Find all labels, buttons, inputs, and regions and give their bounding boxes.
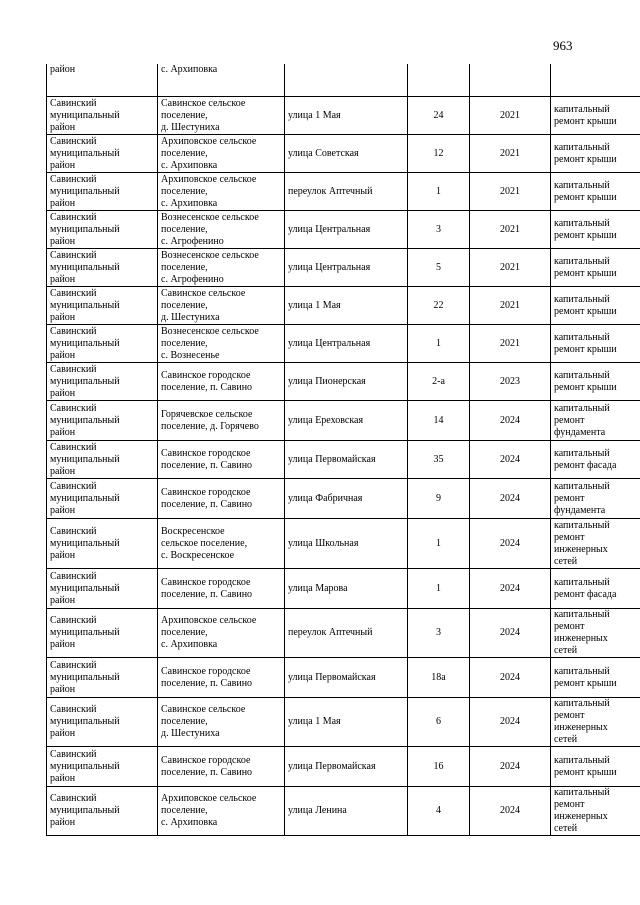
year-cell: 2021 [470,325,551,363]
work-type-cell [551,698,640,747]
work-type-cell-line: ремонт крыши [554,305,617,317]
work-type-cell-line: сетей [554,734,578,745]
settlement-cell [158,135,285,173]
work-type-cell-line: инженерных [554,633,608,644]
district-cell [47,569,158,609]
table-row [47,401,640,441]
district-cell [47,609,158,658]
year-cell: 2024 [470,569,551,609]
table-row [47,569,640,609]
settlement-cell-line: поселение, [161,147,208,159]
settlement-cell-line: д. Шестуниха [161,121,220,133]
settlement-cell-line: поселение, [161,223,208,235]
district-cell-line: Савинский [50,659,97,671]
settlement-cell-line: Савинское сельское [161,704,246,715]
district-cell-line: муниципальный [50,760,120,772]
settlement-cell [158,658,285,698]
work-type-cell-line: ремонт [554,414,585,426]
work-type-cell-line: капитальный [554,665,610,677]
district-cell-line: район [50,159,76,171]
district-cell-line: район [50,504,76,516]
table-row-continued [47,64,640,97]
settlement-cell [158,173,285,211]
table-row [47,519,640,569]
settlement-cell-line: Архиповское сельское [161,173,257,185]
district-cell [47,173,158,211]
district-cell [47,658,158,698]
year-cell: 2021 [470,287,551,325]
street-cell: улица Школьная [285,519,408,569]
street-cell: улица Первомайская [285,658,408,698]
settlement-cell-line: поселение, п. Савино [161,381,253,393]
settlement-cell-line: поселение, [161,337,208,349]
settlement-cell-line: поселение, [161,261,208,273]
district-cell-line: район [50,772,76,784]
settlement-cell-line: поселение, [161,716,208,727]
district-cell-line: район [50,465,76,477]
work-type-cell [551,747,640,787]
district-cell-line: район [50,235,76,247]
house-number-cell: 18а [408,658,470,698]
work-type-cell-line: сетей [554,645,578,656]
district-cell-line: Савинский [50,525,97,537]
settlement-cell-line: поселение, п. Савино [161,588,253,600]
work-type-cell-line: капитальный [554,293,610,305]
district-cell [47,401,158,441]
settlement-cell-line: поселение, п. Савино [161,766,253,778]
settlement-cell-line: сельское поселение, [161,537,248,549]
district-cell-line: Савинский [50,135,97,147]
district-cell-line: Савинский [50,211,97,223]
district-cell-line: район [50,728,76,739]
district-cell [47,211,158,249]
settlement-cell-line: с. Воскресенское [161,549,235,561]
district-cell-line: муниципальный [50,147,120,159]
street-cell: переулок Аптечный [285,173,408,211]
work-type-cell [551,135,640,173]
work-type-cell-line: инженерных [554,811,608,822]
district-cell-line: район [50,426,76,438]
work-type-cell-line: капитальный [554,698,610,709]
district-cell-line: район [50,349,76,361]
settlement-cell-line: поселение, д. Горячево [161,420,259,432]
district-cell [47,249,158,287]
street-cell: улица 1 Мая [285,97,408,135]
year-cell: 2024 [470,698,551,747]
district-cell-line: муниципальный [50,453,120,465]
work-type-cell [551,519,640,569]
work-type-cell-line: капитальный [554,179,610,191]
settlement-cell-line: Архиповское сельское [161,793,257,804]
work-type-cell-line: ремонт крыши [554,267,617,279]
settlement-cell [158,325,285,363]
district-cell [47,287,158,325]
district-cell-line: муниципальный [50,582,120,594]
settlement-cell [158,698,285,747]
settlement-cell-line: с. Архиповка [161,639,218,650]
district-cell-line: район [50,273,76,285]
district-cell [47,698,158,747]
work-type-cell [551,249,640,287]
street-cell [285,64,408,97]
table-body [47,64,640,836]
settlement-cell-line: Вознесенское сельское [161,211,259,223]
year-cell: 2023 [470,363,551,401]
settlement-cell-line: Архиповское сельское [161,135,257,147]
work-type-cell-line: капитальный [554,255,610,267]
district-cell-line: Савинский [50,615,97,626]
district-cell-line: Савинский [50,363,97,375]
work-type-cell-line: капитальный [554,480,610,492]
district-cell [47,519,158,569]
year-cell: 2024 [470,787,551,836]
district-cell-line: район [50,639,76,650]
work-type-cell-line: ремонт [554,531,585,543]
work-type-cell-line: ремонт крыши [554,191,617,203]
settlement-cell-line: Савинское городское [161,486,251,498]
settlement-cell [158,249,285,287]
house-number-cell: 2-а [408,363,470,401]
street-cell: улица Центральная [285,249,408,287]
table-row [47,658,640,698]
settlement-cell-line: с. Агрофенино [161,273,224,285]
settlement-cell [158,287,285,325]
district-cell-line: муниципальный [50,492,120,504]
work-type-cell-line: ремонт крыши [554,677,617,689]
house-number-cell: 5 [408,249,470,287]
house-number-cell: 1 [408,173,470,211]
work-type-cell-line: сетей [554,555,578,567]
year-cell: 2021 [470,173,551,211]
settlement-cell-line: Горячевское сельское [161,408,253,420]
table-row [47,441,640,479]
house-number-cell: 14 [408,401,470,441]
district-cell-line: муниципальный [50,716,120,727]
work-type-cell-line: ремонт крыши [554,229,617,241]
year-cell: 2021 [470,135,551,173]
table-row [47,479,640,519]
work-type-cell [551,363,640,401]
district-cell-line: район [50,594,76,606]
work-type-cell-line: капитальный [554,519,610,531]
work-type-cell-line: инженерных [554,722,608,733]
work-type-cell-line: инженерных [554,543,608,555]
settlement-cell-line: Савинское городское [161,447,251,459]
district-cell-line: район [50,121,76,133]
district-cell-line: Савинский [50,97,97,109]
work-type-cell [551,787,640,836]
settlement-cell [158,211,285,249]
work-type-cell-line: ремонт [554,799,585,810]
year-cell: 2024 [470,441,551,479]
settlement-cell-line: д. Шестуниха [161,728,220,739]
table-row [47,698,640,747]
work-type-cell-line: ремонт фасада [554,459,617,471]
settlement-cell-line: поселение, п. Савино [161,498,253,510]
street-cell: улица Центральная [285,325,408,363]
house-number-cell: 24 [408,97,470,135]
district-cell-line: Савинский [50,287,97,299]
district-cell [47,363,158,401]
district-cell-line: муниципальный [50,671,120,683]
work-type-cell-line: капитальный [554,576,610,588]
street-cell: улица Первомайская [285,441,408,479]
settlement-cell-line: поселение, [161,627,208,638]
work-type-cell-line: ремонт крыши [554,343,617,355]
settlement-cell [158,609,285,658]
year-cell: 2024 [470,401,551,441]
work-type-cell-line: сетей [554,823,578,834]
district-cell-line: Савинский [50,173,97,185]
work-type-cell [551,325,640,363]
district-cell-line: муниципальный [50,109,120,121]
settlement-cell-line: Савинское городское [161,369,251,381]
district-cell-line: муниципальный [50,223,120,235]
table-row [47,787,640,836]
house-number-cell: 4 [408,787,470,836]
table-row [47,249,640,287]
settlement-cell-line: с. Архиповка [161,159,218,171]
settlement-cell [158,747,285,787]
street-cell: улица Центральная [285,211,408,249]
work-type-cell-line: ремонт крыши [554,153,617,165]
settlement-cell-line: с. Агрофенино [161,235,224,247]
district-cell-line: муниципальный [50,414,120,426]
year-cell: 2024 [470,519,551,569]
table-row [47,325,640,363]
table-row [47,135,640,173]
house-number-cell: 12 [408,135,470,173]
street-cell: улица Пионерская [285,363,408,401]
work-type-cell-line: капитальный [554,447,610,459]
street-cell: улица 1 Мая [285,698,408,747]
year-cell: 2021 [470,249,551,287]
settlement-cell-line: поселение, [161,185,208,197]
year-cell: 2024 [470,747,551,787]
work-type-cell-line: капитальный [554,369,610,381]
district-cell-line: муниципальный [50,185,120,197]
work-type-cell [551,441,640,479]
settlement-cell [158,401,285,441]
settlement-cell-line: поселение, п. Савино [161,459,253,471]
house-number-cell [408,64,470,97]
settlement-cell [158,441,285,479]
district-cell-line: Савинский [50,704,97,715]
street-cell: улица Фабричная [285,479,408,519]
house-number-cell: 16 [408,747,470,787]
street-cell: улица Марова [285,569,408,609]
settlement-cell-line: Савинское городское [161,754,251,766]
settlement-cell-line: поселение, [161,299,208,311]
district-cell-line: Савинский [50,325,97,337]
table-row [47,747,640,787]
work-type-cell-line: капитальный [554,402,610,414]
house-number-cell: 22 [408,287,470,325]
settlement-cell-line: Вознесенское сельское [161,325,259,337]
settlement-cell [158,97,285,135]
work-type-cell [551,609,640,658]
district-cell-line: Савинский [50,748,97,760]
settlement-cell-line: поселение, п. Савино [161,677,253,689]
work-type-cell-line: ремонт фасада [554,588,617,600]
table-row [47,363,640,401]
year-cell: 2024 [470,658,551,698]
house-number-cell: 3 [408,609,470,658]
district-cell-line: Савинский [50,480,97,492]
district-cell-line: муниципальный [50,375,120,387]
work-type-cell [551,211,640,249]
district-cell-line: район [50,817,76,828]
district-cell-line: муниципальный [50,261,120,273]
work-type-cell [551,569,640,609]
district-cell [47,747,158,787]
work-type-cell-line: капитальный [554,331,610,343]
settlement-cell-line: с. Архиповка [161,817,218,828]
year-cell: 2021 [470,211,551,249]
settlement-cell-line: Савинское сельское [161,97,246,109]
house-number-cell: 1 [408,569,470,609]
work-type-cell-line: ремонт крыши [554,115,617,127]
settlement-cell [158,787,285,836]
work-type-cell [551,97,640,135]
district-cell-line: муниципальный [50,299,120,311]
district-cell-line: район [50,549,76,561]
year-cell: 2021 [470,97,551,135]
district-cell [47,135,158,173]
house-number-cell: 6 [408,698,470,747]
district-cell-line: муниципальный [50,805,120,816]
work-type-cell [551,658,640,698]
table-row [47,97,640,135]
street-cell: улица Советская [285,135,408,173]
work-type-cell-line: фундамента [554,504,606,516]
settlement-cell-line: Вознесенское сельское [161,249,259,261]
work-type-cell-line: фундамента [554,426,606,438]
street-cell: улица Ереховская [285,401,408,441]
house-number-cell: 3 [408,211,470,249]
district-cell-line: район [50,311,76,323]
settlement-cell-line: Архиповское сельское [161,615,257,626]
work-type-cell [551,173,640,211]
work-type-cell-line: ремонт [554,710,585,721]
settlement-cell-line: Савинское городское [161,576,251,588]
settlement-cell-line: Савинское городское [161,665,251,677]
table-row [47,211,640,249]
work-type-cell-line: ремонт крыши [554,766,617,778]
year-cell [470,64,551,97]
district-cell-line: район [50,387,76,399]
settlement-cell-line: Савинское сельское [161,287,246,299]
work-type-cell [551,64,640,97]
work-type-cell-line: ремонт [554,492,585,504]
settlement-cell-line: с. Вознесенье [161,349,220,361]
street-cell: улица 1 Мая [285,287,408,325]
page-number: 963 [553,38,573,53]
settlement-cell [158,363,285,401]
district-cell-line: район [50,197,76,209]
settlement-cell-line: поселение, [161,109,208,121]
district-cell-line: Савинский [50,402,97,414]
settlement-cell [158,519,285,569]
street-cell: улица Первомайская [285,747,408,787]
settlement-cell-line: поселение, [161,805,208,816]
district-cell [47,479,158,519]
house-number-cell: 1 [408,325,470,363]
district-cell [47,325,158,363]
district-cell-line: район [50,683,76,695]
work-type-cell-line: ремонт крыши [554,381,617,393]
settlement-cell [158,479,285,519]
work-type-cell-line: капитальный [554,141,610,153]
year-cell: 2024 [470,479,551,519]
district-cell-line: Савинский [50,793,97,804]
district-cell: район [47,64,158,97]
district-cell [47,441,158,479]
district-cell-line: муниципальный [50,537,120,549]
settlement-cell-line: д. Шестуниха [161,311,220,323]
district-cell [47,97,158,135]
work-type-cell-line: ремонт [554,621,585,632]
district-cell-line: Савинский [50,441,97,453]
work-type-cell-line: капитальный [554,217,610,229]
work-type-cell-line: капитальный [554,609,610,620]
district-cell-line: Савинский [50,570,97,582]
house-number-cell: 35 [408,441,470,479]
housing-repair-table [46,64,640,836]
street-cell: переулок Аптечный [285,609,408,658]
settlement-cell-line: с. Архиповка [161,197,218,209]
house-number-cell: 9 [408,479,470,519]
table-row [47,173,640,211]
district-cell-line: Савинский [50,249,97,261]
work-type-cell [551,287,640,325]
street-cell: улица Ленина [285,787,408,836]
work-type-cell-line: капитальный [554,787,610,798]
work-type-cell-line: капитальный [554,754,610,766]
settlement-cell: с. Архиповка [158,64,285,97]
work-type-cell [551,479,640,519]
work-type-cell [551,401,640,441]
district-cell-line: муниципальный [50,337,120,349]
house-number-cell: 1 [408,519,470,569]
table-row [47,609,640,658]
district-cell-line: муниципальный [50,627,120,638]
settlement-cell [158,569,285,609]
year-cell: 2024 [470,609,551,658]
settlement-cell-line: Воскресенское [161,525,225,537]
work-type-cell-line: капитальный [554,103,610,115]
table-row [47,287,640,325]
district-cell [47,787,158,836]
